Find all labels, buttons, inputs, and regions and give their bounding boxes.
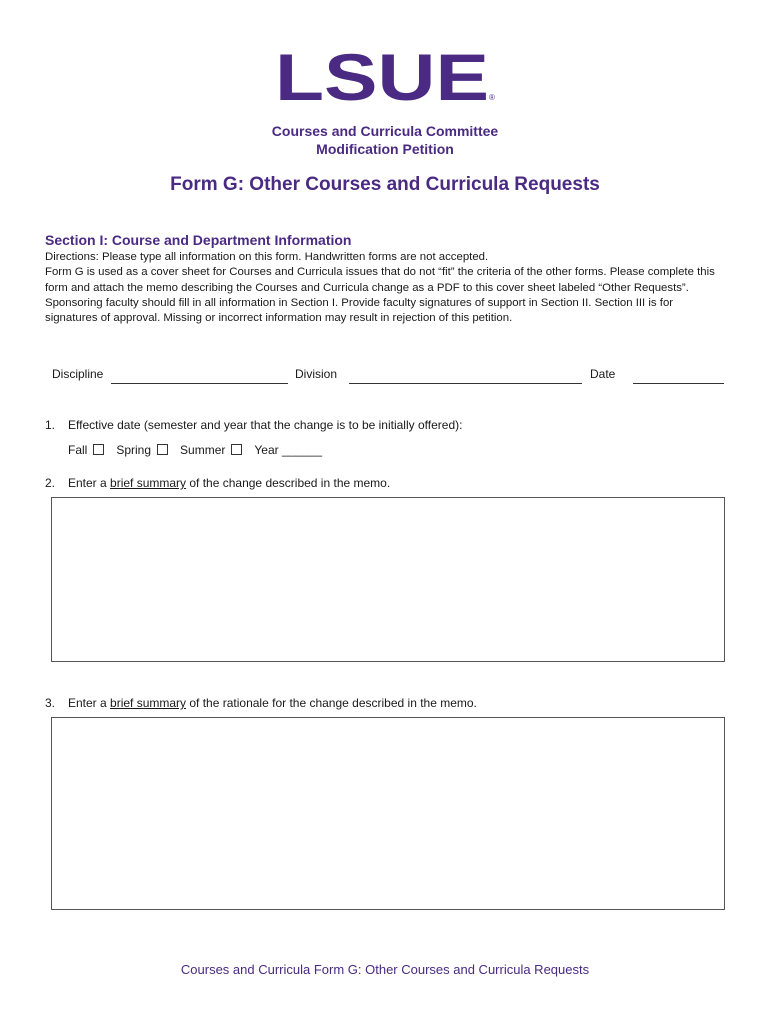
directions-body: Form G is used as a cover sheet for Courses and Curricula issues that do not “fit” the criteria of the other forms. Please complete this form and attach the memo describing the Courses and Curricula change as a PDF to this cover sheet labeled “Other Requests”. Sponsoring faculty should fill in all information in Section I. Provide faculty signatures of support in Section II. Section III is for signatures of approval. Missing or incorrect information may result in rejection of this petition. [45, 266, 715, 325]
summer-checkbox[interactable] [231, 444, 242, 455]
item-2-number: 2. [45, 476, 56, 490]
logo-registered-mark: ® [489, 93, 495, 102]
semester-options [68, 443, 322, 457]
date-label: Date [590, 367, 616, 381]
item-3-post: of the rationale for the change described in the memo. [186, 696, 477, 710]
change-summary-box[interactable] [51, 497, 725, 662]
item-2-underlined: brief summary [110, 476, 187, 490]
discipline-label: Discipline [52, 367, 104, 381]
section-1-title: Section I: Course and Department Information [45, 232, 352, 248]
lsue-logo [275, 46, 497, 104]
summer-label: Summer [180, 443, 226, 457]
spring-label: Spring [116, 443, 152, 457]
page-footer: Courses and Curricula Form G: Other Courses and Curricula Requests [180, 962, 590, 977]
item-3-pre: Enter a [68, 696, 111, 710]
year-blank[interactable]: ______ [281, 443, 323, 457]
division-field[interactable] [349, 383, 582, 384]
item-2-text [68, 476, 390, 490]
form-title: Form G: Other Courses and Curricula Requests [170, 174, 600, 195]
division-label: Division [295, 367, 338, 381]
committee-title: Courses and Curricula Committee [271, 123, 499, 139]
item-2-pre: Enter a [68, 476, 111, 490]
year-label: Year [254, 443, 279, 457]
discipline-field[interactable] [111, 383, 288, 384]
item-3-number: 3. [45, 696, 56, 710]
item-1-text: Effective date (semester and year that the change is to be initially offered): [68, 418, 463, 432]
petition-title: Modification Petition [316, 141, 454, 157]
item-3-text [68, 696, 477, 710]
item-2-post: of the change described in the memo. [186, 476, 391, 490]
item-1-number: 1. [45, 418, 56, 432]
fall-label: Fall [68, 443, 88, 457]
logo-text: LSUE [275, 46, 489, 104]
spring-checkbox[interactable] [157, 444, 168, 455]
date-field[interactable] [633, 383, 724, 384]
rationale-summary-box[interactable] [51, 717, 725, 910]
directions [45, 250, 725, 326]
fall-checkbox[interactable] [93, 444, 104, 455]
item-3-underlined: brief summary [110, 696, 187, 710]
directions-line: Directions: Please type all information on this form. Handwritten forms are not accepted. [45, 251, 489, 263]
